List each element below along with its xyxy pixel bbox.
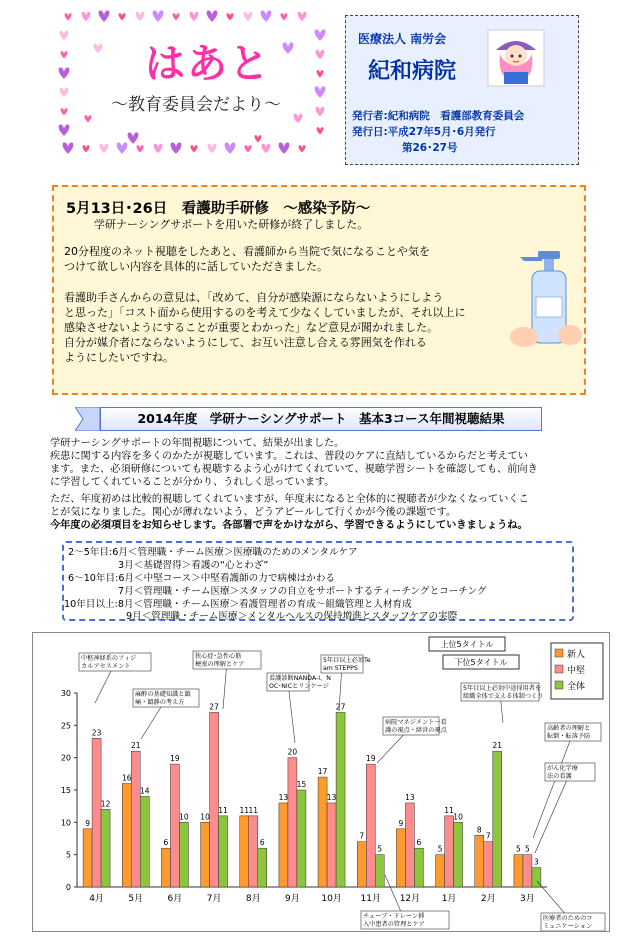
body-paragraph: ただ、年度初めは比較的視聴してくれていますが、年度末になると全体的に視聴者が少なくなっていくこ [50, 494, 529, 505]
annotation-callout [537, 881, 605, 931]
x-tick-label: 5月 [128, 894, 144, 904]
data-label: 23 [91, 728, 102, 738]
heart-icon [227, 13, 234, 20]
legend-swatch [555, 649, 563, 657]
callout-text: がん化学療 [547, 765, 578, 772]
corporation-name: 医療法人 南労会 [358, 32, 447, 46]
data-label: 6 [416, 838, 422, 848]
newsletter-subtitle: 〜教育委員会だより〜 [111, 95, 281, 115]
callout-text: OC･NICとリンケージ [269, 683, 329, 690]
heart-icon [65, 13, 72, 20]
heart-icon [60, 88, 69, 97]
bar [249, 816, 258, 887]
bar [240, 816, 249, 887]
x-tick-label: 12月 [399, 894, 421, 904]
course-item: 7月＜管理職・チーム医療＞スタッフの自立をサポートするティーチングとコーチング [118, 586, 487, 597]
heart-icon [283, 42, 294, 54]
callout-text: ミュニケーション [543, 923, 593, 930]
bar [131, 751, 140, 887]
data-label: 13 [278, 792, 289, 802]
top5-note: 上位5タイトル [440, 640, 494, 649]
data-label: 21 [130, 741, 141, 751]
issue-date: 発行日:平成27年5月･6月発行 [352, 126, 496, 138]
heart-icon [316, 107, 325, 116]
annotation-callout [535, 763, 595, 853]
callout-pointer [535, 773, 570, 853]
bar [297, 790, 306, 887]
bar [475, 835, 484, 887]
heart-icon [207, 10, 218, 22]
data-label: 6 [259, 838, 265, 848]
notice-line: 20分程度のネット視聴をしたあと、看護師から当院で気になることや気を [64, 245, 430, 258]
y-tick-label: 0 [65, 883, 71, 892]
bar [454, 822, 463, 887]
heart-icon [171, 142, 182, 154]
publisher-info-box [345, 15, 579, 165]
bar [83, 829, 92, 887]
heart-icon [316, 50, 325, 59]
callout-text: 病院マネジメント〜看 [385, 719, 447, 726]
data-label: 21 [492, 741, 503, 751]
callout-pointer [533, 733, 573, 838]
bar [101, 809, 110, 887]
data-label: 10 [453, 812, 463, 822]
hand-sanitizer-illustration [510, 247, 582, 357]
bar-chart-svg [33, 633, 609, 931]
heart-icon [281, 13, 288, 20]
bar [161, 848, 170, 887]
notice-line: 感染させないようにすることが重要とわかった」など意見が聞かれました。 [64, 321, 438, 334]
bar [336, 712, 345, 887]
annotation-callout [133, 689, 199, 739]
heart-icon [60, 31, 69, 40]
bar [219, 816, 228, 887]
callout-text: 梗塞の理解とケア [195, 661, 245, 668]
heart-icon [208, 144, 217, 153]
newsletter-title: はあと [145, 41, 271, 87]
y-tick-label: 5 [65, 850, 71, 860]
heart-icon [190, 12, 199, 21]
data-label: 13 [405, 792, 415, 802]
data-label: 11 [239, 805, 250, 815]
required-courses-box [62, 541, 574, 621]
course-item: 2〜5年目:6月＜管理職・チーム医療＞医療職のためのメンタルケア [68, 547, 358, 558]
x-tick-label: 11月 [360, 894, 381, 904]
data-label: 20 [287, 747, 298, 757]
annotation-callout [193, 651, 261, 712]
notice-line: 学研ナーシングサポートを用いた研修が終了しました。 [94, 218, 369, 231]
callout-text: 入中患者の管理とケア [363, 921, 425, 928]
data-label: 19 [170, 754, 180, 764]
heart-icon [261, 10, 272, 22]
body-paragraph: に学習してくれていることが分かり、うれしく思っています。 [50, 477, 335, 488]
data-label: 5 [516, 844, 521, 854]
course-item: 3月＜基礎習得＞看護の“心とわざ” [118, 560, 269, 571]
legend-label: 中堅 [567, 666, 586, 676]
heading-ribbon-icon [75, 407, 100, 431]
heart-icon [294, 114, 303, 123]
callout-text: 麻酔の基礎知識と鎮 [135, 691, 191, 698]
callout-text: 狭心症･急性心筋 [195, 653, 242, 660]
heart-icon [119, 13, 126, 20]
notice-line: ようにしたいですね。 [64, 351, 174, 364]
data-label: 17 [317, 767, 328, 777]
callout-text: チューブ・ドレーン挿 [363, 913, 425, 920]
callout-text: 高齢者の理解と [547, 725, 591, 732]
callout-text: 転倒・転落予防 [547, 733, 591, 740]
x-tick-label: 6月 [167, 894, 183, 904]
data-label: 7 [359, 831, 365, 841]
bottom5-note: 下位5タイトル [454, 658, 508, 667]
heart-icon [100, 144, 109, 153]
heart-icon [245, 145, 252, 152]
heart-icon [59, 67, 70, 79]
x-tick-label: 7月 [206, 894, 222, 904]
heart-icon [315, 29, 326, 41]
callout-text: 看護診断NANDA-I、N [269, 675, 331, 682]
data-label: 12 [100, 799, 111, 809]
heart-icon [279, 142, 290, 154]
data-label: 5 [377, 844, 383, 854]
legend-swatch [555, 665, 563, 673]
y-tick-label: 30 [60, 689, 71, 698]
legend-label: 全体 [567, 682, 586, 692]
x-tick-label: 2月 [480, 894, 496, 904]
bar [375, 855, 384, 887]
data-label: 16 [121, 773, 132, 783]
x-tick-label: 9月 [285, 894, 300, 904]
data-label: 6 [163, 838, 169, 848]
body-paragraph: ます。また、必須研修についても視聴するよう心がけてくれていて、視聴学習シートを確認しても、前向き [50, 464, 538, 475]
heart-icon [225, 142, 236, 154]
nurse-mascot-icon [486, 28, 546, 88]
bar [318, 777, 327, 887]
training-notice-box [52, 185, 586, 395]
bar [201, 822, 210, 887]
callout-text: am STEPPS [323, 665, 358, 672]
bar [445, 816, 454, 887]
newsletter-logo [58, 10, 328, 160]
bar [357, 842, 366, 887]
data-label: 19 [365, 754, 376, 764]
heart-icon [63, 142, 74, 154]
data-label: 10 [179, 812, 189, 822]
section-heading: 2014年度 学研ナーシングサポート 基本3コース年間視聴結果 [100, 407, 542, 431]
callout-text: 中枢神経系のフィジ [81, 655, 137, 662]
data-label: 8 [476, 825, 482, 835]
data-label: 3 [534, 857, 539, 867]
course-item: 6〜10年目:6月＜中堅コース＞中堅看護師の力で病棟はかわる [68, 573, 336, 584]
heart-icon [61, 108, 68, 115]
heart-icon [82, 12, 91, 21]
heart-icon [299, 145, 306, 152]
course-item: 9月＜管理職・チーム医療＞メンタルヘルスの保持増進とスタッフケアの実際 [126, 611, 458, 622]
heart-icon [59, 124, 70, 136]
legend-label: 新人 [567, 650, 586, 660]
y-tick-label: 25 [60, 721, 71, 731]
y-tick-label: 15 [60, 786, 71, 795]
bar [366, 764, 375, 887]
data-label: 9 [85, 818, 90, 828]
heart-icon [83, 145, 90, 152]
bar [92, 738, 101, 887]
body-paragraph: 今年度の必須項目をお知らせします。各部署で声をかけながら、学習できるようにしていきましょうね。 [50, 520, 528, 531]
notice-line: 看護助手さんからの意見は、｢改めて、自分が感染源にならないようにしよう [64, 291, 444, 304]
y-tick-label: 10 [60, 818, 71, 828]
bar [414, 848, 423, 887]
data-label: 11 [248, 805, 259, 815]
callout-text: 5年目以上必須中途採用者を [463, 685, 542, 692]
bar [140, 796, 149, 887]
heart-icon [244, 12, 253, 21]
bar [484, 842, 493, 887]
callout-text: 法の看護 [547, 773, 572, 780]
publisher-line: 発行者:紀和病院 看護部教育委員会 [352, 110, 525, 122]
data-label: 11 [218, 805, 228, 815]
course-item: 10年目以上:8月＜管理職・チーム医療＞看護管理者の育成〜組織管理と人材育成 [64, 599, 412, 610]
heart-icon [128, 132, 139, 144]
heart-icon [85, 115, 92, 122]
heart-icon [94, 44, 103, 53]
heart-icon [317, 70, 324, 77]
notice-title: 5月13日･26日 看護助手研修 〜感染予防〜 [66, 201, 371, 217]
heart-icon [137, 145, 144, 152]
y-tick-label: 20 [60, 753, 71, 763]
viewing-results-chart [32, 632, 610, 932]
notice-line: つけて欲しい内容を具体的に話していただきました。 [64, 260, 328, 273]
data-label: 14 [139, 786, 150, 796]
annotation-callout [461, 683, 543, 723]
heart-icon [99, 10, 110, 22]
bar [179, 822, 188, 887]
heart-icon [262, 144, 271, 153]
heart-icon [173, 13, 180, 20]
callout-text: カルアセスメント [81, 663, 131, 670]
data-label: 10 [200, 812, 210, 822]
data-label: 5 [525, 844, 530, 854]
callout-text: 護の視点・経営の視点 [385, 727, 447, 734]
data-label: 15 [296, 780, 307, 789]
legend [551, 643, 603, 699]
heart-icon [298, 12, 307, 21]
heart-icon [154, 144, 163, 153]
data-label: 7 [485, 831, 491, 841]
data-label: 27 [209, 702, 219, 712]
data-label: 9 [398, 818, 404, 828]
bar [258, 848, 267, 887]
callout-text: 5年目以上必須Te [323, 657, 371, 664]
data-label: 11 [444, 805, 454, 815]
data-label: 27 [335, 702, 346, 712]
body-paragraph: 疾患に関する内容を多くのかたが視聴しています。これは、普段のケアに直結しているからだと考えてい [50, 451, 528, 462]
callout-text: 痛・鎮静の考え方 [135, 699, 185, 706]
x-tick-label: 10月 [321, 894, 342, 904]
heart-icon [117, 142, 128, 154]
data-label: 13 [326, 792, 337, 802]
bar [288, 758, 297, 887]
x-tick-label: 8月 [245, 894, 261, 904]
heart-icon [255, 135, 262, 142]
bar [523, 855, 532, 887]
heart-icon [191, 145, 198, 152]
bar [396, 829, 405, 887]
heart-icon [315, 86, 326, 98]
callout-text: 医療者のためのコ [543, 915, 593, 922]
notice-line: と思った｣「コスト面から使用するのを考えて少なくしていましたが、それ以上に [64, 306, 466, 319]
callout-text: 組織全体で支える体制つくり [463, 693, 544, 700]
issue-number: 第26･27号 [402, 142, 458, 154]
x-tick-label: 1月 [441, 894, 457, 904]
data-label: 5 [437, 844, 443, 854]
notice-line: 自分が媒介者にならないようにして、お互い注意し合える雰囲気を作れる [64, 336, 427, 349]
bar [493, 751, 502, 887]
bar [405, 803, 414, 887]
bar [514, 855, 523, 887]
bar [279, 803, 288, 887]
hospital-name: 紀和病院 [368, 59, 457, 84]
heart-icon [317, 127, 324, 134]
bar [436, 855, 445, 887]
bar [170, 764, 179, 887]
heart-icon [61, 51, 68, 58]
x-tick-label: 3月 [520, 894, 535, 904]
x-tick-label: 4月 [89, 894, 104, 904]
body-paragraph: 学研ナーシングサポートの年間視聴について、結果が出ました。 [50, 438, 345, 449]
bar [327, 803, 336, 887]
annotation-callout [267, 673, 331, 743]
heart-icon [136, 12, 145, 21]
bar [122, 784, 131, 887]
annotation-callout [377, 717, 448, 763]
callout-pointer [288, 683, 295, 743]
heart-icon [153, 10, 164, 22]
body-paragraph: とが気になりました。関心が薄れないよう、どうアピールして行くかが今後の課題です。 [50, 507, 457, 518]
bar [210, 712, 219, 887]
legend-swatch [555, 681, 563, 689]
